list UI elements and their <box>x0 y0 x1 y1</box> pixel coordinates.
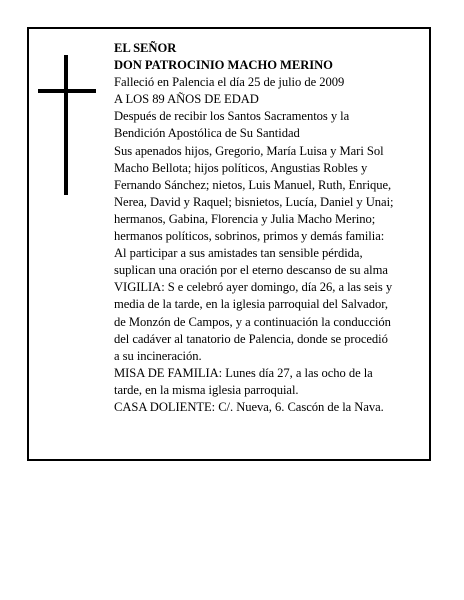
notice-line: VIGILIA: S e celebró ayer domingo, día 26, a las seis y <box>114 280 393 295</box>
cross-vertical-bar <box>64 55 68 195</box>
cross-icon <box>38 55 96 195</box>
notice-line: tarde, en la misma iglesia parroquial. <box>114 382 299 397</box>
notice-line: a su incineración. <box>114 348 202 363</box>
notice-line: media de la tarde, en la iglesia parroquial del Salvador, <box>114 297 388 312</box>
notice-line: Falleció en Palencia el día 25 de julio de 2009 <box>114 75 345 90</box>
notice-line: Al participar a sus amistades tan sensible pérdida, <box>114 246 363 261</box>
cross-horizontal-bar <box>38 89 96 93</box>
notice-heading-title: EL SEÑOR <box>114 41 177 55</box>
notice-line: A LOS 89 AÑOS DE EDAD <box>114 92 259 107</box>
notice-line: Bendición Apostólica de Su Santidad <box>114 126 300 141</box>
notice-line: CASA DOLIENTE: C/. Nueva, 6. Cascón de la Nava. <box>114 399 384 414</box>
notice-line: Fernando Sánchez; nietos, Luis Manuel, Ruth, Enrique, <box>114 177 392 192</box>
notice-line: Sus apenados hijos, Gregorio, María Luisa y Mari Sol <box>114 143 384 158</box>
notice-line: del cadáver al tanatorio de Palencia, donde se procedió <box>114 331 388 346</box>
notice-line: Macho Bellota; hijos políticos, Angustias Robles y <box>114 160 368 175</box>
notice-line: Después de recibir los Santos Sacramentos y la <box>114 109 350 124</box>
notice-deceased-name: DON PATROCINIO MACHO MERINO <box>114 58 333 73</box>
notice-line: Nerea, David y Raquel; bisnietos, Lucía, Daniel y Unai; <box>114 194 394 209</box>
notice-line: hermanos políticos, sobrinos, primos y demás familia: <box>114 229 385 244</box>
notice-line: MISA DE FAMILIA: Lunes día 27, a las ocho de la <box>114 365 373 380</box>
notice-line: suplican una oración por el eterno descanso de su alma <box>114 263 388 278</box>
obituary-text <box>114 40 426 416</box>
notice-line: hermanos, Gabina, Florencia y Julia Macho Merino; <box>114 211 376 226</box>
notice-line: de Monzón de Campos, y a continuación la conducción <box>114 314 391 329</box>
